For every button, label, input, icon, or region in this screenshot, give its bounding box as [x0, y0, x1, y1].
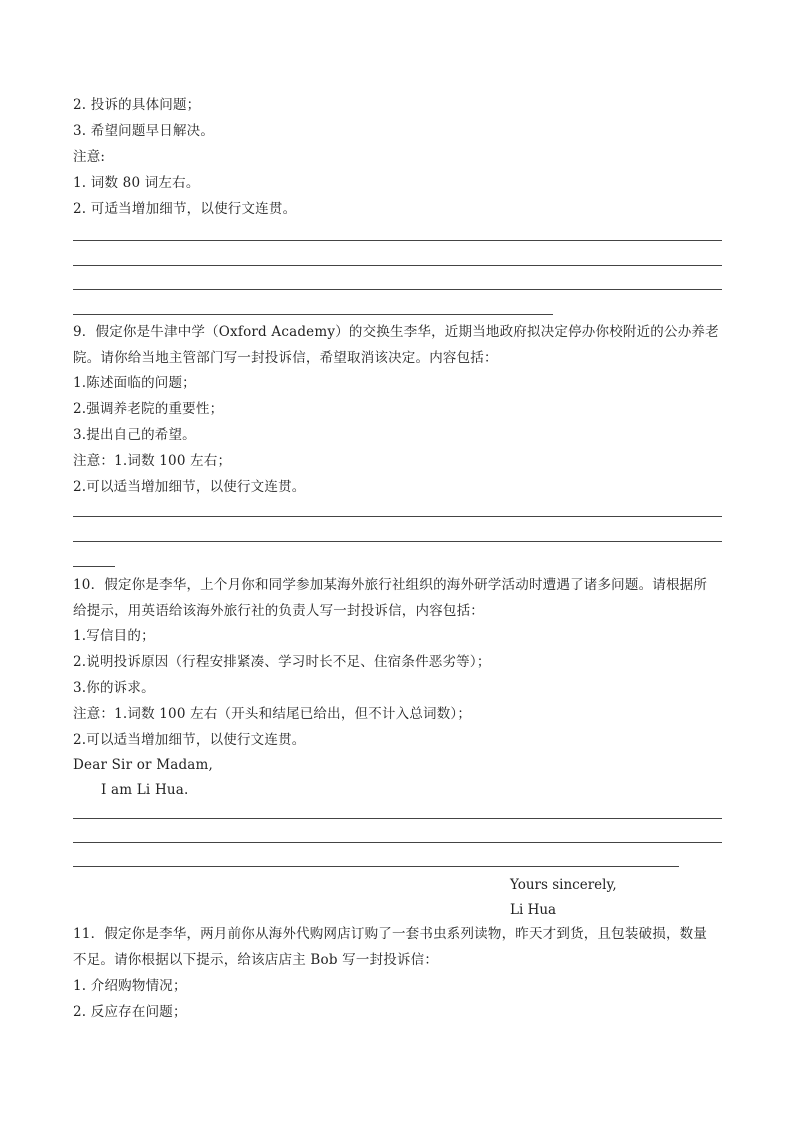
- q8-note-2: 2. 可适当增加细节，以使行文连贯。: [73, 201, 297, 217]
- q10-answer-line-3[interactable]: [73, 866, 679, 867]
- q9-answer-line-2[interactable]: [73, 541, 722, 542]
- q10-answer-line-1[interactable]: [73, 818, 722, 819]
- q10-item-2: 2.说明投诉原因（行程安排紧凑、学习时长不足、住宿条件恶劣等）；: [73, 654, 491, 670]
- q10-prompt-line-2: 给提示，用英语给该海外旅行社的负责人写一封投诉信，内容包括：: [73, 603, 484, 619]
- q10-opening-sentence: I am Li Hua.: [101, 782, 189, 798]
- q9-answer-line-1[interactable]: [73, 516, 722, 517]
- q11-prompt-line-1: 11．假定你是李华，两月前你从海外代购网店订购了一套书虫系列读物，昨天才到货，且包装破损，数量: [73, 926, 708, 942]
- q8-item-3: 3. 希望问题早日解决。: [73, 123, 215, 139]
- q9-item-1: 1.陈述面临的问题；: [73, 375, 196, 391]
- q8-answer-line-4[interactable]: [73, 314, 553, 315]
- q10-note-1: 注意：1.词数 100 左右（开头和结尾已给出，但不计入总词数）；: [73, 706, 472, 722]
- q11-item-2: 2. 反应存在问题；: [73, 1004, 187, 1020]
- q10-answer-line-2[interactable]: [73, 842, 722, 843]
- q9-item-2: 2.强调养老院的重要性；: [73, 401, 224, 417]
- q8-note-title: 注意:: [73, 149, 106, 165]
- q9-answer-line-3[interactable]: [73, 566, 115, 567]
- q9-note-2: 2.可以适当增加细节，以使行文连贯。: [73, 479, 306, 495]
- q8-answer-line-2[interactable]: [73, 265, 722, 266]
- q8-note-1: 1. 词数 80 词左右。: [73, 175, 200, 191]
- q10-prompt-line-1: 10．假定你是李华，上个月你和同学参加某海外旅行社组织的海外研学活动时遭遇了诸多问题。请根据所: [73, 577, 708, 593]
- q10-closing: Yours sincerely,: [510, 877, 617, 893]
- q10-salutation: Dear Sir or Madam,: [73, 757, 214, 773]
- q10-item-1: 1.写信目的；: [73, 628, 155, 644]
- q10-note-2: 2.可以适当增加细节，以使行文连贯。: [73, 732, 306, 748]
- q10-item-3: 3.你的诉求。: [73, 680, 155, 696]
- q10-signature: Li Hua: [510, 902, 557, 918]
- q9-note-1: 注意：1.词数 100 左右；: [73, 453, 232, 469]
- q8-answer-line-1[interactable]: [73, 240, 722, 241]
- q11-prompt-line-2: 不足。请你根据以下提示，给该店店主 Bob 写一封投诉信：: [73, 952, 439, 968]
- q11-item-1: 1. 介绍购物情况；: [73, 978, 187, 994]
- q9-prompt-line-1: 9．假定你是牛津中学（Oxford Academy）的交换生李华，近期当地政府拟决定停办你校附近的公办养老: [73, 324, 719, 340]
- q9-item-3: 3.提出自己的希望。: [73, 427, 196, 443]
- q9-prompt-line-2: 院。请你给当地主管部门写一封投诉信，希望取消该决定。内容包括：: [73, 350, 498, 366]
- q8-answer-line-3[interactable]: [73, 289, 722, 290]
- q8-item-2: 2. 投诉的具体问题；: [73, 97, 201, 113]
